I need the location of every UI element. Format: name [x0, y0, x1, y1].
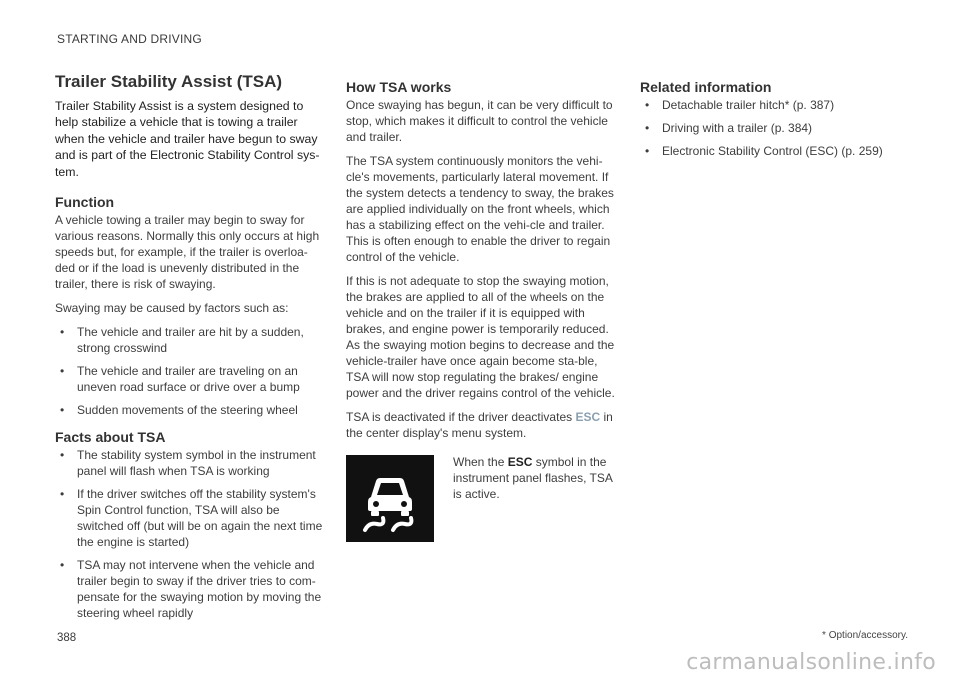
column-left: [55, 72, 325, 631]
esc-figure: [346, 455, 618, 542]
list-item: • The vehicle and trailer are traveling on an uneven road surface or drive over a bump: [60, 364, 300, 395]
page-title: Trailer Stability Assist (TSA): [55, 72, 283, 91]
list-item: • The stability system symbol in the instrument panel will flash when TSA is working: [60, 448, 316, 479]
watermark: carmanualsonline.info: [686, 650, 936, 675]
deactivate-paragraph: TSA is deactivated if the driver deactivates ESC in the center display's menu system.: [346, 410, 613, 440]
paragraph: The TSA system continuously monitors the vehi-cle's movements, particularly lateral movement. If the system detects a tendency to sway, the brakes are applied individually on the front wheels, which has a stabilizing effect on the vehi-cle and trailer. This is often enough to enable the driver to regain control of the vehicle.: [346, 154, 614, 264]
list-item: • Sudden movements of the steering wheel: [60, 403, 298, 418]
related-information-heading: Related information: [640, 79, 772, 95]
function-heading: Function: [55, 194, 115, 211]
footnote: * Option/accessory.: [822, 630, 908, 641]
paragraph: If this is not adequate to stop the swaying motion, the brakes are applied to all of the wheels on the vehicle and on the trailer if it is equipped with brakes, and engine power is temporarily reduced. As the swaying motion begins to decrease and the vehicle-trailer have once again become sta-ble, TSA will now stop regulating the brakes/ engine power and the driver regains control of the vehicle.: [346, 274, 615, 400]
facts-list: [55, 447, 325, 621]
list-item: • If the driver switches off the stability system's Spin Control function, TSA will also be switched off (but will be on again the next time the engine is started): [60, 487, 323, 550]
paragraph: Once swaying has begun, it can be very difficult to stop, which makes it difficult to control the vehicle and trailer.: [346, 98, 613, 144]
related-link[interactable]: • Driving with a trailer (p. 384): [645, 121, 813, 135]
intro-paragraph: Trailer Stability Assist is a system designed to help stabilize a vehicle that is towing a trailer when the vehicle and trailer have begun to sway and is part of the Electronic Stability Control sys-tem.: [55, 99, 320, 179]
related-link[interactable]: • Electronic Stability Control (ESC) (p. 259): [645, 144, 883, 158]
related-list: [640, 97, 920, 159]
section-header: STARTING AND DRIVING: [57, 32, 202, 46]
how-tsa-works-heading: How TSA works: [346, 79, 452, 95]
esc-skid-icon: [346, 455, 434, 542]
causes-list: [55, 324, 325, 418]
list-item: • TSA may not intervene when the vehicle and trailer begin to sway if the driver tries to com-pensate for the swaying motion by moving the steering wheel rapidly: [60, 558, 322, 621]
column-middle: [346, 78, 618, 542]
causes-intro: Swaying may be caused by factors such as:: [55, 301, 289, 316]
list-item: • The vehicle and trailer are hit by a sudden, strong crosswind: [60, 325, 304, 356]
facts-heading: Facts about TSA: [55, 429, 166, 446]
esc-link[interactable]: ESC: [575, 410, 601, 424]
page-number: 388: [57, 632, 77, 644]
function-paragraph: A vehicle towing a trailer may begin to sway for various reasons. Normally this only occurs at high speeds but, for example, if the trailer is overloa-ded or if the load is unevenly distributed in the trailer, there is risk of swaying.: [55, 213, 320, 292]
column-right: [640, 78, 920, 169]
figure-caption: When the ESC symbol in the instrument panel flashes, TSA is active.: [453, 455, 613, 501]
related-link[interactable]: • Detachable trailer hitch* (p. 387): [645, 98, 835, 112]
